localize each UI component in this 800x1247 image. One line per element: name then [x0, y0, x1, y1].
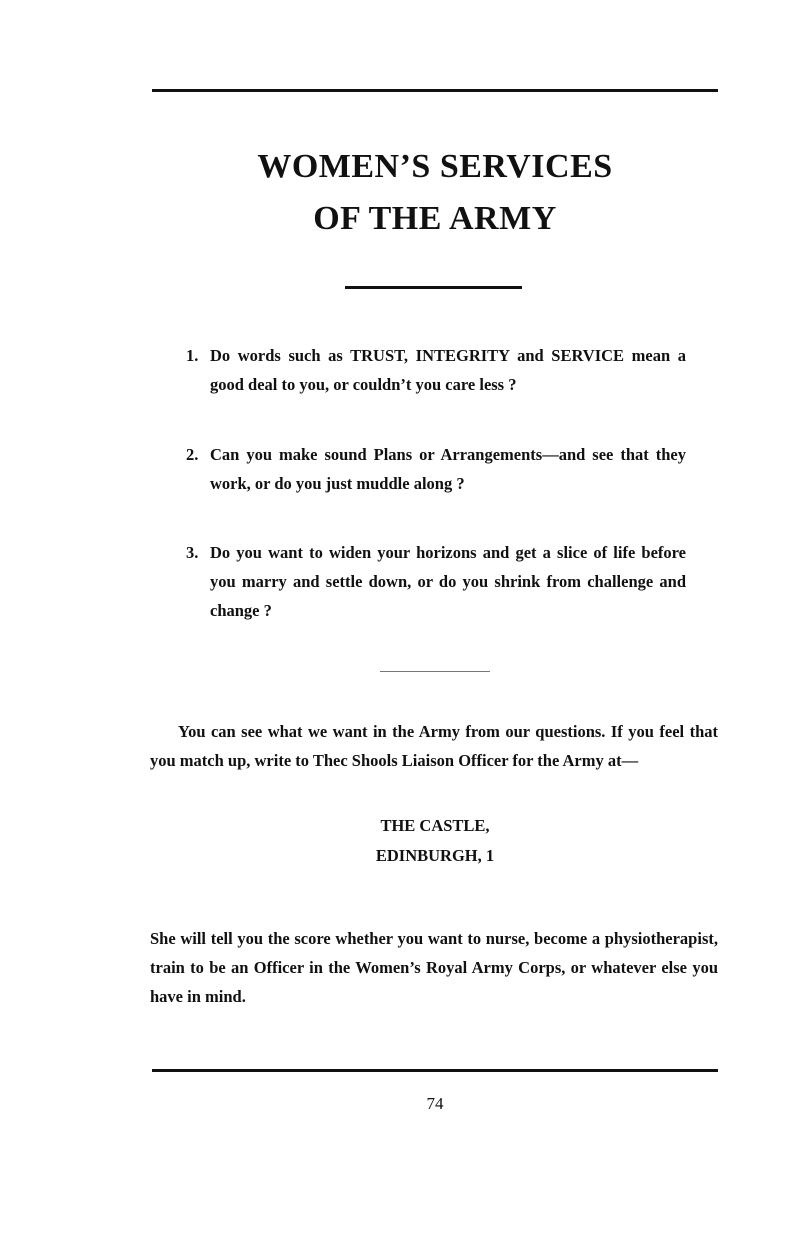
page-title-line-2: OF THE ARMY [313, 200, 557, 237]
question-3 [186, 538, 686, 625]
section-divider [380, 671, 490, 672]
question-1-number: 1. [186, 346, 199, 365]
page-number: 74 [426, 1094, 444, 1113]
address-line-2: EDINBURGH, 1 [375, 846, 495, 865]
question-1 [186, 341, 686, 399]
top-rule [152, 89, 718, 92]
contact-paragraph: You can see what we want in the Army from our questions. If you feel that you match up, write to Thec Shools Liaison Officer for the Army at— [150, 722, 718, 770]
page-title-line-1: WOMEN’S SERVICES [257, 148, 613, 185]
address-line-1: THE CASTLE, [380, 816, 490, 835]
question-2-number: 2. [186, 445, 199, 464]
question-1-text: Do words such as TRUST, INTEGRITY and SERVICE mean a good deal to you, or couldn’t you care less ? [210, 346, 686, 394]
title-divider [345, 286, 522, 289]
question-3-number: 3. [186, 543, 199, 562]
closing-paragraph: She will tell you the score whether you want to nurse, become a physiotherapist, train to be an Officer in the Women’s Royal Army Corps, or whatever else you have in mind. [150, 929, 718, 1006]
bottom-rule [152, 1069, 718, 1072]
question-2-text: Can you make sound Plans or Arrangements—and see that they work, or do you just muddle along ? [210, 445, 686, 493]
question-3-text: Do you want to widen your horizons and get a slice of life before you marry and settle down, or do you shrink from challenge and change ? [210, 543, 686, 620]
question-2 [186, 440, 686, 498]
